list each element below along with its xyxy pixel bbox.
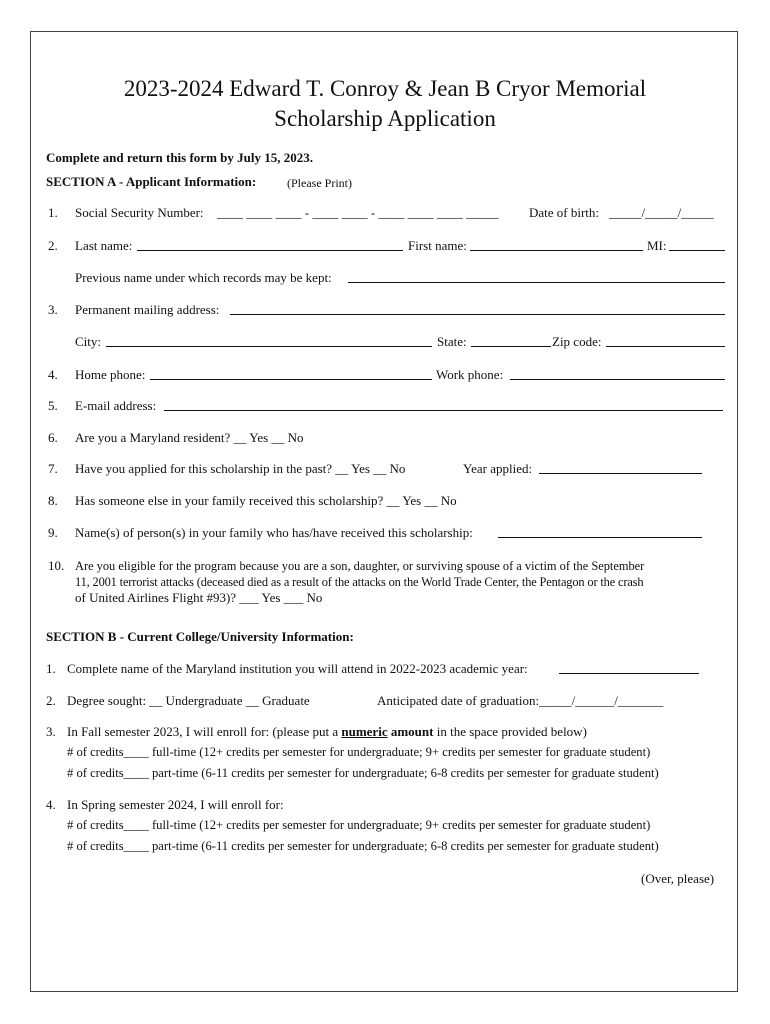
dob-label: Date of birth: [529,205,600,220]
a-q7-number: 7. [48,461,58,476]
fall-part-time-credits[interactable]: # of credits____ part-time (6-11 credits per semester for undergraduate; 6-8 credits per semester for graduate student) [67,766,659,780]
a-q3-number: 3. [48,302,58,317]
eligibility-line-2: 11, 2001 terrorist attacks (deceased died as a result of the attacks on the World Trade Center, the Pentagon or the crash [75,575,644,589]
fall-enroll-post: in the space provided below) [433,724,587,739]
family-names-field[interactable] [498,525,702,538]
section-a-heading: SECTION A - Applicant Information: [46,174,257,189]
fall-enroll-numeric: numeric [341,724,388,739]
spring-part-time-credits[interactable]: # of credits____ part-time (6-11 credits per semester for undergraduate; 6-8 credits per semester for graduate student) [67,839,659,853]
section-b-heading: SECTION B - Current College/University Information: [46,629,354,644]
fall-enroll-label [67,724,587,740]
city-field[interactable] [106,334,432,347]
b-q2-number: 2. [46,693,56,708]
state-field[interactable] [471,334,551,347]
mi-label: MI: [647,238,667,253]
eligibility-line-3[interactable]: of United Airlines Flight #93)? ___ Yes ___ No [75,590,323,605]
dob-field[interactable]: _____/_____/_____ [609,205,714,220]
graduation-date-field[interactable]: Anticipated date of graduation:_____/______/_______ [377,693,664,708]
fall-enroll-pre: In Fall semester 2023, I will enroll for: (please put a [67,724,342,739]
home-phone-field[interactable] [150,367,432,380]
a-q8-number: 8. [48,493,58,508]
work-phone-field[interactable] [510,367,725,380]
spring-full-time-credits[interactable]: # of credits____ full-time (12+ credits per semester for undergraduate; 9+ credits per semester for graduate student) [67,818,651,832]
maryland-resident-question[interactable]: Are you a Maryland resident? __ Yes __ No [75,430,304,445]
a-q10-number: 10. [48,558,65,573]
last-name-label: Last name: [75,238,133,253]
title-line-1: 2023-2024 Edward T. Conroy & Jean B Cryor Memorial [123,76,647,101]
first-name-label: First name: [408,238,467,253]
intro-deadline: Complete and return this form by July 15, 2023. [46,150,313,165]
b-q1-number: 1. [46,661,56,676]
a-q2-number: 2. [48,238,58,253]
ssn-label: Social Security Number: [75,205,204,220]
year-applied-field[interactable] [539,461,702,474]
address-label: Permanent mailing address: [75,302,220,317]
b-q3-number: 3. [46,724,56,739]
fall-full-time-credits[interactable]: # of credits____ full-time (12+ credits per semester for undergraduate; 9+ credits per semester for graduate student) [67,745,651,759]
zip-label: Zip code: [552,334,602,349]
title-line-2: Scholarship Application [274,106,496,131]
city-label: City: [75,334,102,349]
over-please-note: (Over, please) [641,871,715,886]
institution-field[interactable] [559,661,699,674]
email-label: E-mail address: [75,398,157,413]
mi-field[interactable] [669,238,725,251]
ssn-field[interactable]: ____ ____ ____ - ____ ____ - ____ ____ ____ _____ [217,205,499,220]
b-q4-number: 4. [46,797,56,812]
previous-name-label: Previous name under which records may be kept: [75,270,332,285]
a-q9-number: 9. [48,525,58,540]
a-q4-number: 4. [48,367,58,382]
eligibility-line-1: Are you eligible for the program because you are a son, daughter, or surviving spouse of a victim of the September [75,559,645,573]
previous-name-field[interactable] [348,270,725,283]
zip-field[interactable] [606,334,725,347]
home-phone-label: Home phone: [75,367,146,382]
applied-past-question[interactable]: Have you applied for this scholarship in the past? __ Yes __ No [75,461,406,476]
a-q6-number: 6. [48,430,58,445]
a-q5-number: 5. [48,398,58,413]
spring-enroll-label: In Spring semester 2024, I will enroll for: [67,797,284,812]
family-names-label: Name(s) of person(s) in your family who has/have received this scholarship: [75,525,473,540]
address-field[interactable] [230,302,725,315]
family-received-question[interactable]: Has someone else in your family received this scholarship? __ Yes __ No [75,493,457,508]
form-title [0,74,770,134]
state-label: State: [437,334,467,349]
year-applied-label: Year applied: [463,461,533,476]
degree-sought-question[interactable]: Degree sought: __ Undergraduate __ Graduate [67,693,310,708]
section-a-note: (Please Print) [287,176,352,190]
fall-enroll-amount: amount [387,724,434,739]
email-field[interactable] [164,398,723,411]
first-name-field[interactable] [470,238,643,251]
work-phone-label: Work phone: [436,367,504,382]
institution-label: Complete name of the Maryland institution you will attend in 2022-2023 academic year: [67,661,528,676]
a-q1-number: 1. [48,205,58,220]
last-name-field[interactable] [137,238,403,251]
